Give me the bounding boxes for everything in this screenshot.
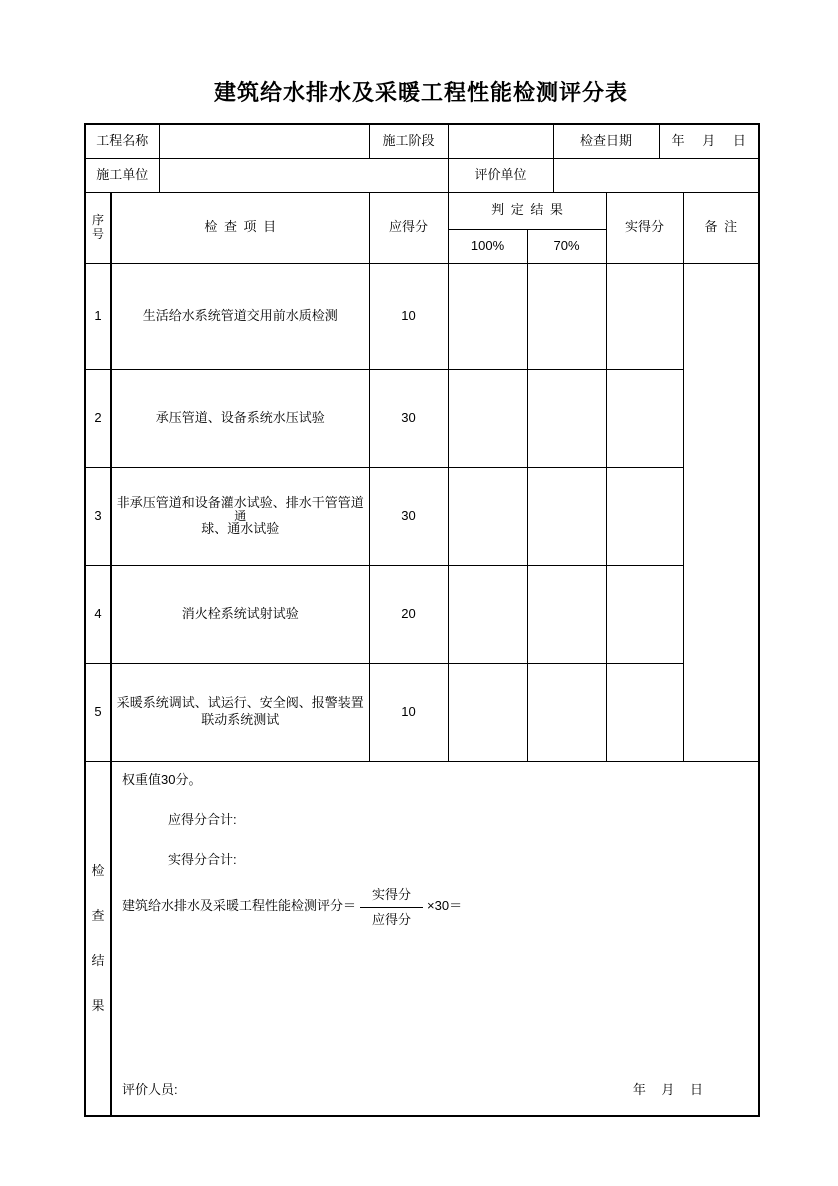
seq-header-text: 序号 bbox=[91, 212, 104, 241]
weight-note: 权重值30分。 bbox=[122, 771, 202, 787]
seq-cell: 5 bbox=[85, 663, 111, 761]
item-cell bbox=[111, 263, 369, 369]
evaluation-unit-label: 评价单位 bbox=[448, 158, 553, 192]
expected-total-label: 应得分合计: bbox=[168, 811, 237, 827]
formula-prefix: 建筑给水排水及采暖工程性能检测评分＝ bbox=[122, 897, 357, 913]
seq-cell: 2 bbox=[85, 369, 111, 467]
judge-70-cell bbox=[527, 663, 606, 761]
expected-score-cell: 10 bbox=[369, 663, 448, 761]
table-row bbox=[85, 263, 759, 369]
judge-100-cell bbox=[448, 263, 527, 369]
actual-score-cell bbox=[606, 565, 683, 663]
item-text: 承压管道、设备系统水压试验 bbox=[155, 409, 325, 425]
construction-stage-label: 施工阶段 bbox=[369, 124, 448, 158]
result-content-cell bbox=[111, 761, 759, 1116]
check-date-label: 检查日期 bbox=[553, 124, 659, 158]
col-header-judgement: 判 定 结 果 bbox=[448, 192, 606, 229]
construction-unit-label: 施工单位 bbox=[85, 158, 159, 192]
actual-score-cell bbox=[606, 263, 683, 369]
item-text-line1: 非承压管道和设备灌水试验、排水干管管道 bbox=[116, 494, 364, 510]
seq-cell: 3 bbox=[85, 467, 111, 565]
expected-score-cell: 20 bbox=[369, 565, 448, 663]
expected-score-cell: 30 bbox=[369, 467, 448, 565]
col-header-actual-score: 实得分 bbox=[606, 192, 683, 263]
result-section-label: 检查结果 bbox=[91, 863, 105, 1014]
fraction-denominator: 应得分 bbox=[372, 912, 412, 928]
check-date-value: 年 月 日 bbox=[659, 124, 759, 158]
col-header-seq bbox=[85, 192, 111, 263]
judge-70-cell bbox=[527, 263, 606, 369]
actual-score-cell bbox=[606, 663, 683, 761]
construction-unit-value-cell bbox=[159, 158, 448, 192]
remark-cell bbox=[683, 263, 759, 761]
col-header-expected-score: 应得分 bbox=[369, 192, 448, 263]
table-row bbox=[85, 369, 759, 467]
result-date: 年 月 日 bbox=[632, 1081, 704, 1097]
judge-70-cell bbox=[527, 565, 606, 663]
fraction-numerator: 实得分 bbox=[360, 884, 423, 909]
item-cell bbox=[111, 663, 369, 761]
seq-cell: 1 bbox=[85, 263, 111, 369]
table-row bbox=[85, 663, 759, 761]
actual-score-cell bbox=[606, 467, 683, 565]
col-header-remark: 备 注 bbox=[683, 192, 759, 263]
table-row bbox=[85, 467, 759, 565]
result-section-row bbox=[85, 761, 759, 1116]
evaluation-unit-value-cell bbox=[553, 158, 759, 192]
col-header-70pct: 70% bbox=[527, 229, 606, 263]
info-row-2 bbox=[85, 158, 759, 192]
item-cell bbox=[111, 565, 369, 663]
header-row-1 bbox=[85, 192, 759, 229]
page-title: 建筑给水排水及采暖工程性能检测评分表 bbox=[213, 80, 628, 105]
actual-score-cell bbox=[606, 369, 683, 467]
project-name-value-cell bbox=[159, 124, 369, 158]
judge-100-cell bbox=[448, 369, 527, 467]
judge-70-cell bbox=[527, 369, 606, 467]
item-text: 生活给水系统管道交用前水质检测 bbox=[142, 307, 338, 323]
judge-100-cell bbox=[448, 663, 527, 761]
seq-cell: 4 bbox=[85, 565, 111, 663]
item-text-line2: 联动系统测试 bbox=[201, 712, 280, 727]
judge-100-cell bbox=[448, 565, 527, 663]
expected-score-cell: 10 bbox=[369, 263, 448, 369]
formula-suffix: ×30＝ bbox=[427, 897, 463, 913]
actual-total-label: 实得分合计: bbox=[168, 851, 237, 867]
project-name-label: 工程名称 bbox=[85, 124, 159, 158]
expected-score-cell: 30 bbox=[369, 369, 448, 467]
col-header-100pct: 100% bbox=[448, 229, 527, 263]
judge-100-cell bbox=[448, 467, 527, 565]
item-text-line3: 球、通水试验 bbox=[201, 520, 280, 536]
construction-stage-value-cell bbox=[448, 124, 553, 158]
judge-70-cell bbox=[527, 467, 606, 565]
item-text-line2: 通 bbox=[234, 508, 247, 523]
formula-fraction bbox=[360, 884, 423, 930]
result-section-label-cell bbox=[85, 761, 111, 1116]
score-formula bbox=[122, 884, 462, 930]
item-text-line1: 采暖系统调试、试运行、安全阀、报警装置 bbox=[116, 695, 364, 711]
item-text: 消火栓系统试射试验 bbox=[181, 605, 299, 621]
col-header-item: 检 查 项 目 bbox=[111, 192, 369, 263]
info-row-1 bbox=[85, 124, 759, 158]
item-cell bbox=[111, 369, 369, 467]
evaluator-label: 评价人员: bbox=[122, 1081, 178, 1097]
item-cell bbox=[111, 467, 369, 565]
score-form-table bbox=[84, 123, 760, 1117]
table-row bbox=[85, 565, 759, 663]
